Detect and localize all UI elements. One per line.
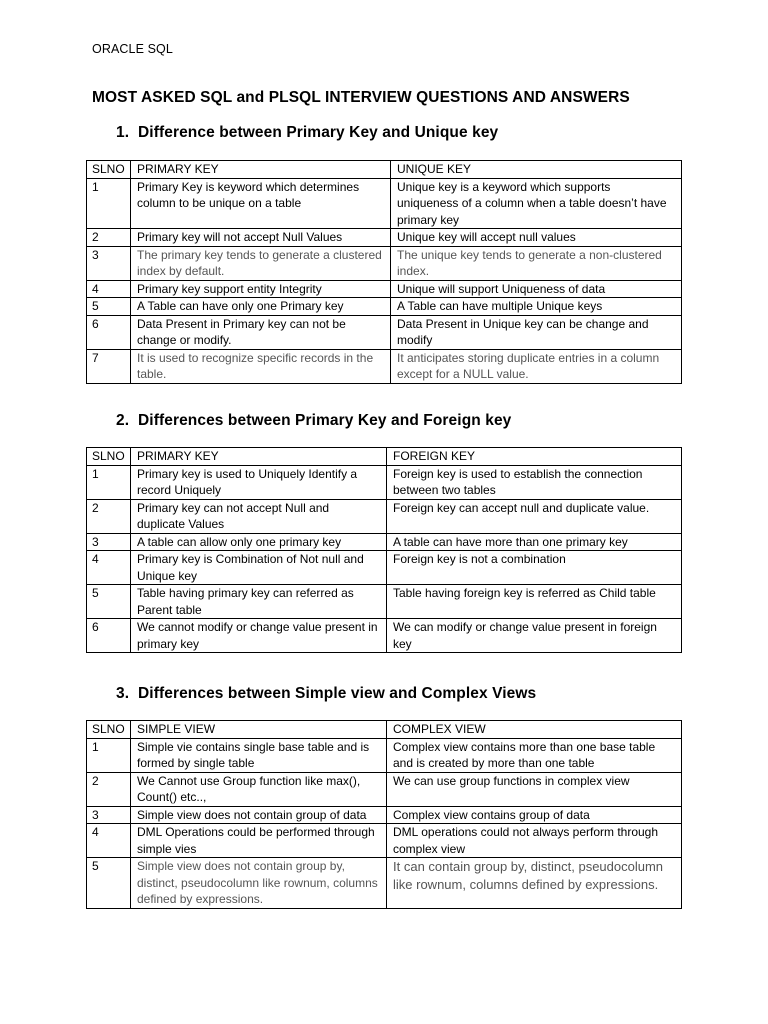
slno-cell: 3 bbox=[87, 806, 131, 824]
section-heading: Difference between Primary Key and Unique key bbox=[138, 124, 499, 141]
table-row bbox=[87, 858, 682, 909]
table-row bbox=[87, 349, 682, 383]
page-header: ORACLE SQL bbox=[92, 42, 173, 56]
table-row bbox=[87, 585, 682, 619]
slno-cell: 1 bbox=[87, 178, 131, 229]
table-row bbox=[87, 619, 682, 653]
table-row bbox=[87, 772, 682, 806]
table-cell: Primary key can not accept Null and duplicate Values bbox=[131, 499, 387, 533]
table-cell: We cannot modify or change value present in primary key bbox=[131, 619, 387, 653]
slno-cell: 2 bbox=[87, 772, 131, 806]
table-cell: Primary key is used to Uniquely Identify a record Uniquely bbox=[131, 465, 387, 499]
table-cell: Data Present in Primary key can not be change or modify. bbox=[131, 315, 391, 349]
header-cell-slno: SLNO bbox=[87, 721, 131, 739]
section-2-title bbox=[116, 412, 511, 430]
slno-cell: 1 bbox=[87, 738, 131, 772]
slno-cell: 3 bbox=[87, 246, 131, 280]
table-cell: Simple vie contains single base table and is formed by single table bbox=[131, 738, 387, 772]
section-1-title bbox=[116, 124, 498, 142]
header-cell-unique-key: UNIQUE KEY bbox=[391, 161, 682, 179]
section-number: 2. bbox=[116, 412, 130, 429]
slno-cell: 5 bbox=[87, 298, 131, 316]
table-cell: A Table can have multiple Unique keys bbox=[391, 298, 682, 316]
table-cell: It is used to recognize specific records in the table. bbox=[131, 349, 391, 383]
table-row bbox=[87, 533, 682, 551]
section-number: 1. bbox=[116, 124, 130, 141]
table-cell: Complex view contains group of data bbox=[387, 806, 682, 824]
primary-vs-foreign-table bbox=[86, 447, 682, 653]
table-cell: It can contain group by, distinct, pseudocolumn like rownum, columns defined by expressions. bbox=[387, 858, 682, 909]
header-cell-slno: SLNO bbox=[87, 448, 131, 466]
primary-vs-unique-table bbox=[86, 160, 682, 384]
table-cell: The primary key tends to generate a clustered index by default. bbox=[131, 246, 391, 280]
slno-cell: 5 bbox=[87, 858, 131, 909]
table-cell: Primary key support entity Integrity bbox=[131, 280, 391, 298]
table-cell: Foreign key is not a combination bbox=[387, 551, 682, 585]
header-cell-simple-view: SIMPLE VIEW bbox=[131, 721, 387, 739]
table-row bbox=[87, 229, 682, 247]
table-header-row bbox=[87, 448, 682, 466]
slno-cell: 1 bbox=[87, 465, 131, 499]
table-cell: A table can allow only one primary key bbox=[131, 533, 387, 551]
table-row bbox=[87, 315, 682, 349]
table-row bbox=[87, 499, 682, 533]
table-cell: Unique key is a keyword which supports uniqueness of a column when a table doesn’t have primary key bbox=[391, 178, 682, 229]
table-cell: We can use group functions in complex view bbox=[387, 772, 682, 806]
header-cell-complex-view: COMPLEX VIEW bbox=[387, 721, 682, 739]
slno-cell: 3 bbox=[87, 533, 131, 551]
table-cell: We Cannot use Group function like max(), Count() etc.., bbox=[131, 772, 387, 806]
table-header-row bbox=[87, 721, 682, 739]
table-cell: Data Present in Unique key can be change and modify bbox=[391, 315, 682, 349]
table-cell: Simple view does not contain group by, distinct, pseudocolumn like rownum, columns defined by expressions. bbox=[131, 858, 387, 909]
slno-cell: 4 bbox=[87, 824, 131, 858]
table-cell: DML Operations could be performed through simple vies bbox=[131, 824, 387, 858]
slno-cell: 5 bbox=[87, 585, 131, 619]
table-row bbox=[87, 465, 682, 499]
table-cell: It anticipates storing duplicate entries in a column except for a NULL value. bbox=[391, 349, 682, 383]
table-cell: DML operations could not always perform through complex view bbox=[387, 824, 682, 858]
section-number: 3. bbox=[116, 685, 130, 702]
slno-cell: 4 bbox=[87, 551, 131, 585]
table-cell: Table having foreign key is referred as Child table bbox=[387, 585, 682, 619]
table-row bbox=[87, 246, 682, 280]
table-cell: Primary Key is keyword which determines column to be unique on a table bbox=[131, 178, 391, 229]
slno-cell: 2 bbox=[87, 229, 131, 247]
simple-vs-complex-view-table bbox=[86, 720, 682, 909]
table-row bbox=[87, 298, 682, 316]
slno-cell: 6 bbox=[87, 619, 131, 653]
slno-cell: 2 bbox=[87, 499, 131, 533]
table-cell: A table can have more than one primary key bbox=[387, 533, 682, 551]
table-row bbox=[87, 178, 682, 229]
document-title: MOST ASKED SQL and PLSQL INTERVIEW QUESTIONS AND ANSWERS bbox=[92, 89, 630, 106]
table-cell: The unique key tends to generate a non-clustered index. bbox=[391, 246, 682, 280]
table-header-row bbox=[87, 161, 682, 179]
slno-cell: 7 bbox=[87, 349, 131, 383]
header-cell-primary-key: PRIMARY KEY bbox=[131, 161, 391, 179]
section-heading: Differences between Simple view and Complex Views bbox=[138, 685, 537, 702]
table-row bbox=[87, 824, 682, 858]
table-cell: We can modify or change value present in foreign key bbox=[387, 619, 682, 653]
header-cell-slno: SLNO bbox=[87, 161, 131, 179]
section-heading: Differences between Primary Key and Foreign key bbox=[138, 412, 512, 429]
slno-cell: 4 bbox=[87, 280, 131, 298]
table-cell: A Table can have only one Primary key bbox=[131, 298, 391, 316]
table-row bbox=[87, 806, 682, 824]
header-cell-foreign-key: FOREIGN KEY bbox=[387, 448, 682, 466]
table-cell: Unique key will accept null values bbox=[391, 229, 682, 247]
table-cell: Foreign key is used to establish the connection between two tables bbox=[387, 465, 682, 499]
table-cell: Complex view contains more than one base table and is created by more than one table bbox=[387, 738, 682, 772]
table-row bbox=[87, 738, 682, 772]
header-cell-primary-key: PRIMARY KEY bbox=[131, 448, 387, 466]
table-cell: Simple view does not contain group of data bbox=[131, 806, 387, 824]
section-3-title bbox=[116, 685, 536, 703]
table-cell: Foreign key can accept null and duplicate value. bbox=[387, 499, 682, 533]
table-row bbox=[87, 280, 682, 298]
table-row bbox=[87, 551, 682, 585]
table-cell: Table having primary key can referred as Parent table bbox=[131, 585, 387, 619]
table-cell: Unique will support Uniqueness of data bbox=[391, 280, 682, 298]
slno-cell: 6 bbox=[87, 315, 131, 349]
table-cell: Primary key is Combination of Not null and Unique key bbox=[131, 551, 387, 585]
table-cell: Primary key will not accept Null Values bbox=[131, 229, 391, 247]
